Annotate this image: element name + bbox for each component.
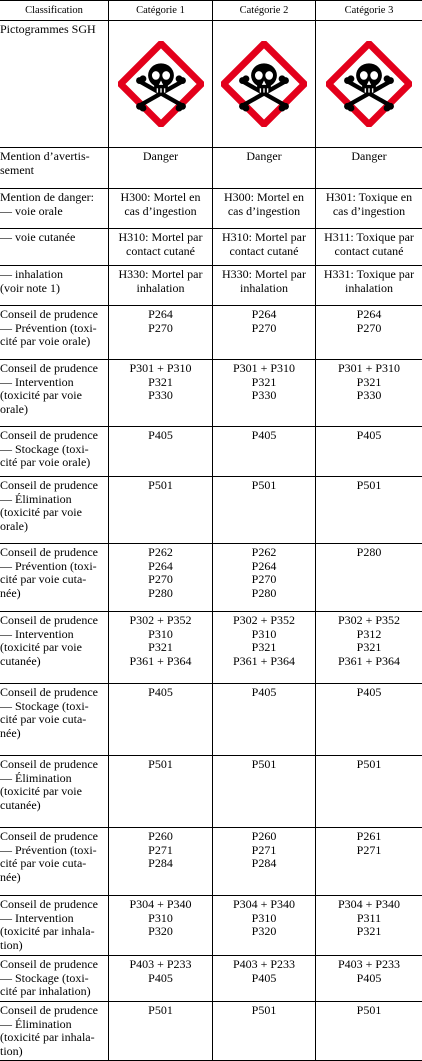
row-label: Mention d’avertis- sement bbox=[0, 148, 109, 189]
table-row bbox=[0, 360, 422, 427]
row-label: Conseil de prudence — Stockage (toxi- cité par voie cuta- née) bbox=[0, 684, 109, 756]
table-row bbox=[0, 189, 422, 229]
row-label: — voie cutanée bbox=[0, 229, 109, 266]
row-label: Conseil de prudence — Stockage (toxi- cité par voie orale) bbox=[0, 427, 109, 477]
table-row bbox=[0, 266, 422, 306]
table-row bbox=[0, 229, 422, 266]
category-2-cell: H300: Mortel en cas d’ingestion bbox=[213, 189, 316, 229]
skull-crossbones-icon bbox=[118, 41, 204, 127]
table-row bbox=[0, 828, 422, 896]
header-category-1: Catégorie 1 bbox=[109, 1, 213, 21]
row-label: Conseil de prudence — Élimination (toxicité par voie orale) bbox=[0, 477, 109, 544]
table-row bbox=[0, 612, 422, 684]
pictogram-cell-3 bbox=[316, 21, 422, 148]
category-3-cell: P304 + P340 P311 P321 bbox=[316, 896, 422, 956]
category-1-cell: H310: Mortel par contact cutané bbox=[109, 229, 213, 266]
category-1-cell: P405 bbox=[109, 684, 213, 756]
row-label: Conseil de prudence — Stockage (toxi- cité par inhalation) bbox=[0, 956, 109, 1002]
category-3-cell: P501 bbox=[316, 756, 422, 828]
category-3-cell: P264 P270 bbox=[316, 306, 422, 360]
category-3-cell: P261 P271 bbox=[316, 828, 422, 896]
category-3-cell: P280 bbox=[316, 544, 422, 612]
table-row bbox=[0, 756, 422, 828]
category-2-cell: P501 bbox=[213, 477, 316, 544]
category-2-cell: P264 P270 bbox=[213, 306, 316, 360]
category-1-cell: P501 bbox=[109, 1002, 213, 1061]
table-row bbox=[0, 477, 422, 544]
category-1-cell: P264 P270 bbox=[109, 306, 213, 360]
category-1-cell: P260 P271 P284 bbox=[109, 828, 213, 896]
category-3-cell: P501 bbox=[316, 477, 422, 544]
category-2-cell: P405 bbox=[213, 427, 316, 477]
table-row bbox=[0, 306, 422, 360]
header-classification: Classification bbox=[0, 1, 109, 21]
category-1-cell: P405 bbox=[109, 427, 213, 477]
category-2-cell: P302 + P352 P310 P321 P361 + P364 bbox=[213, 612, 316, 684]
skull-crossbones-icon bbox=[221, 41, 307, 127]
category-3-cell: H331: Toxique par inhalation bbox=[316, 266, 422, 306]
row-label: Conseil de prudence — Intervention (toxicité par voie cutanée) bbox=[0, 612, 109, 684]
row-label: Conseil de prudence — Intervention (toxicité par voie orale) bbox=[0, 360, 109, 427]
category-2-cell: P501 bbox=[213, 756, 316, 828]
pictogram-row bbox=[0, 21, 422, 148]
category-3-cell: H311: Toxique par contact cutané bbox=[316, 229, 422, 266]
category-1-cell: H300: Mortel en cas d’ingestion bbox=[109, 189, 213, 229]
pictogram-label: Pictogrammes SGH bbox=[0, 21, 109, 148]
category-3-cell: Danger bbox=[316, 148, 422, 189]
table-row bbox=[0, 956, 422, 1002]
table-row bbox=[0, 896, 422, 956]
category-1-cell: P403 + P233 P405 bbox=[109, 956, 213, 1002]
category-2-cell: P403 + P233 P405 bbox=[213, 956, 316, 1002]
category-1-cell: P501 bbox=[109, 756, 213, 828]
table-row bbox=[0, 148, 422, 189]
category-3-cell: P403 + P233 P405 bbox=[316, 956, 422, 1002]
row-label: Conseil de prudence — Prévention (toxi- cité par voie orale) bbox=[0, 306, 109, 360]
header-row bbox=[0, 1, 422, 21]
row-label: — inhalation (voir note 1) bbox=[0, 266, 109, 306]
category-1-cell: P262 P264 P270 P280 bbox=[109, 544, 213, 612]
skull-crossbones-icon bbox=[326, 41, 412, 127]
row-label: Conseil de prudence — Élimination (toxicité par voie cutanée) bbox=[0, 756, 109, 828]
category-1-cell: P304 + P340 P310 P320 bbox=[109, 896, 213, 956]
category-2-cell: P405 bbox=[213, 684, 316, 756]
category-3-cell: P302 + P352 P312 P321 P361 + P364 bbox=[316, 612, 422, 684]
table-row bbox=[0, 684, 422, 756]
pictogram-cell-2 bbox=[213, 21, 316, 148]
pictogram-cell-1 bbox=[109, 21, 213, 148]
table-row bbox=[0, 1002, 422, 1061]
category-2-cell: Danger bbox=[213, 148, 316, 189]
category-3-cell: P405 bbox=[316, 684, 422, 756]
category-1-cell: H330: Mortel par inhalation bbox=[109, 266, 213, 306]
category-3-cell: P405 bbox=[316, 427, 422, 477]
category-2-cell: P304 + P340 P310 P320 bbox=[213, 896, 316, 956]
table-row bbox=[0, 427, 422, 477]
category-2-cell: P262 P264 P270 P280 bbox=[213, 544, 316, 612]
category-3-cell: P501 bbox=[316, 1002, 422, 1061]
category-2-cell: H310: Mortel par contact cutané bbox=[213, 229, 316, 266]
category-1-cell: P302 + P352 P310 P321 P361 + P364 bbox=[109, 612, 213, 684]
row-label: Conseil de prudence — Prévention (toxi- cité par voie cuta- née) bbox=[0, 828, 109, 896]
header-category-3: Catégorie 3 bbox=[316, 1, 422, 21]
category-1-cell: P301 + P310 P321 P330 bbox=[109, 360, 213, 427]
category-3-cell: H301: Toxique en cas d’ingestion bbox=[316, 189, 422, 229]
category-1-cell: Danger bbox=[109, 148, 213, 189]
row-label: Conseil de prudence — Élimination (toxicité par inhala- tion) bbox=[0, 1002, 109, 1061]
category-3-cell: P301 + P310 P321 P330 bbox=[316, 360, 422, 427]
header-category-2: Catégorie 2 bbox=[213, 1, 316, 21]
category-2-cell: H330: Mortel par inhalation bbox=[213, 266, 316, 306]
row-label: Conseil de prudence — Intervention (toxicité par inhala- tion) bbox=[0, 896, 109, 956]
category-1-cell: P501 bbox=[109, 477, 213, 544]
row-label: Conseil de prudence — Prévention (toxi- cité par voie cuta- née) bbox=[0, 544, 109, 612]
category-2-cell: P501 bbox=[213, 1002, 316, 1061]
table-row bbox=[0, 544, 422, 612]
category-2-cell: P301 + P310 P321 P330 bbox=[213, 360, 316, 427]
row-label: Mention de danger: — voie orale bbox=[0, 189, 109, 229]
category-2-cell: P260 P271 P284 bbox=[213, 828, 316, 896]
